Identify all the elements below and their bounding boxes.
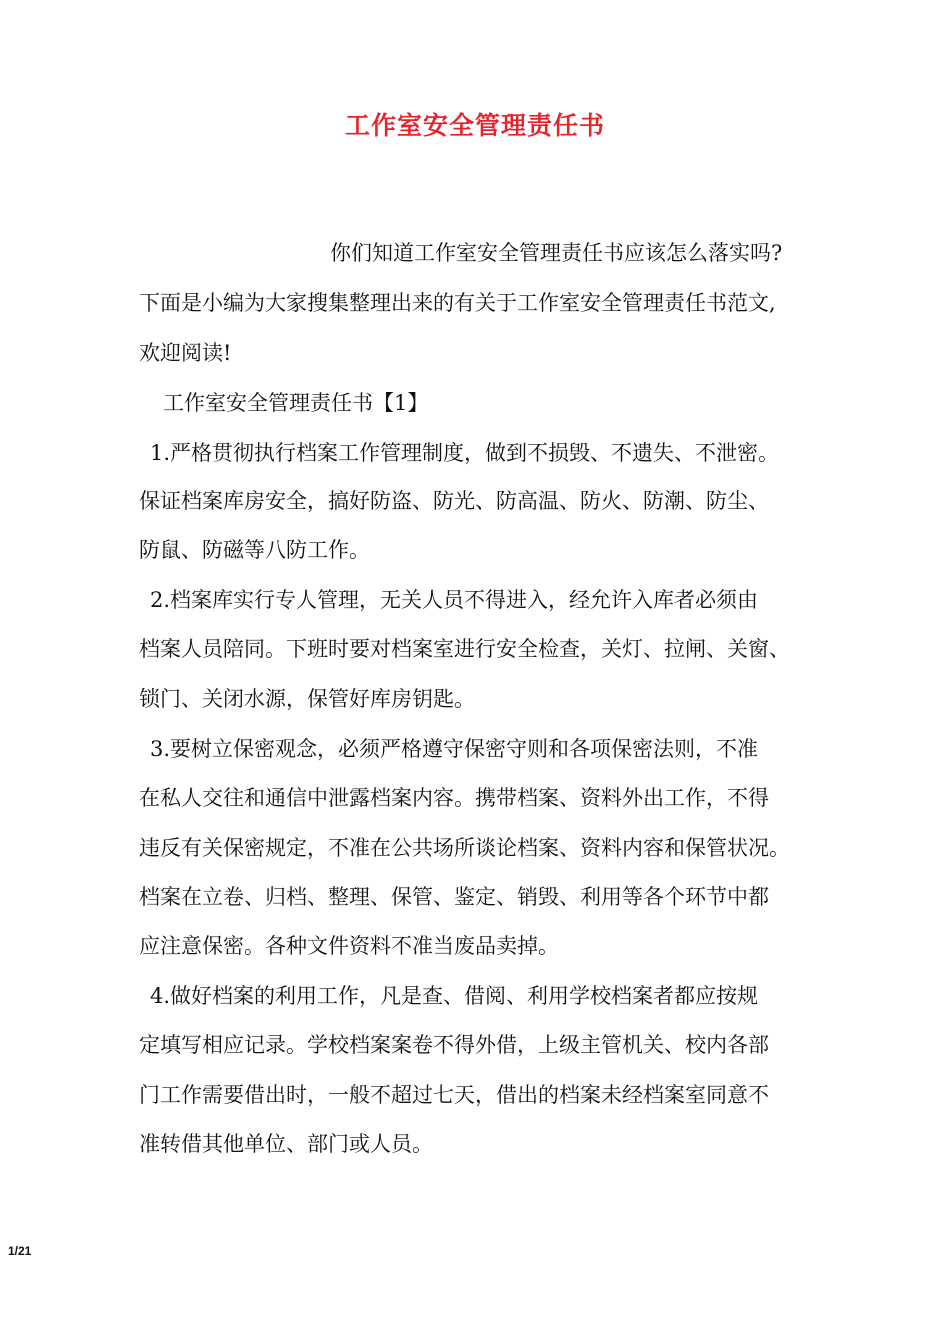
item-line: 门工作需要借出时，一般不超过七天，借出的档案未经档案室同意不 xyxy=(139,1083,769,1107)
item-line: 准转借其他单位、部门或人员。 xyxy=(139,1132,433,1156)
page-number: 1/21 xyxy=(8,1244,32,1258)
item-line: 应注意保密。各种文件资料不准当废品卖掉。 xyxy=(139,934,559,958)
item-line: 锁门、关闭水源，保管好库房钥匙。 xyxy=(139,687,475,711)
item-line: 2.档案库实行专人管理，无关人员不得进入，经允许入库者必须由 xyxy=(150,588,759,612)
intro-line: 你们知道工作室安全管理责任书应该怎么落实吗? xyxy=(330,241,783,265)
page-title: 工作室安全管理责任书 xyxy=(344,111,605,140)
item-line: 档案人员陪同。下班时要对档案室进行安全检查，关灯、拉闸、关窗、 xyxy=(139,637,790,661)
item-line: 防鼠、防磁等八防工作。 xyxy=(139,538,370,562)
section-heading: 工作室安全管理责任书【1】 xyxy=(163,391,429,415)
intro-line: 下面是小编为大家搜集整理出来的有关于工作室安全管理责任书范文, xyxy=(139,291,776,315)
item-line: 4.做好档案的利用工作，凡是查、借阅、利用学校档案者都应按规 xyxy=(150,984,759,1008)
intro-line: 欢迎阅读! xyxy=(139,341,232,365)
item-line: 1.严格贯彻执行档案工作管理制度，做到不损毁、不遗失、不泄密。 xyxy=(150,441,780,465)
item-line: 在私人交往和通信中泄露档案内容。携带档案、资料外出工作，不得 xyxy=(139,786,769,810)
item-line: 定填写相应记录。学校档案案卷不得外借，上级主管机关、校内各部 xyxy=(139,1033,769,1057)
item-line: 档案在立卷、归档、整理、保管、鉴定、销毁、利用等各个环节中都 xyxy=(139,885,769,909)
item-line: 3.要树立保密观念，必须严格遵守保密守则和各项保密法则，不准 xyxy=(150,737,759,761)
item-line: 保证档案库房安全，搞好防盗、防光、防高温、防火、防潮、防尘、 xyxy=(139,489,769,513)
item-line: 违反有关保密规定，不准在公共场所谈论档案、资料内容和保管状况。 xyxy=(139,836,790,860)
